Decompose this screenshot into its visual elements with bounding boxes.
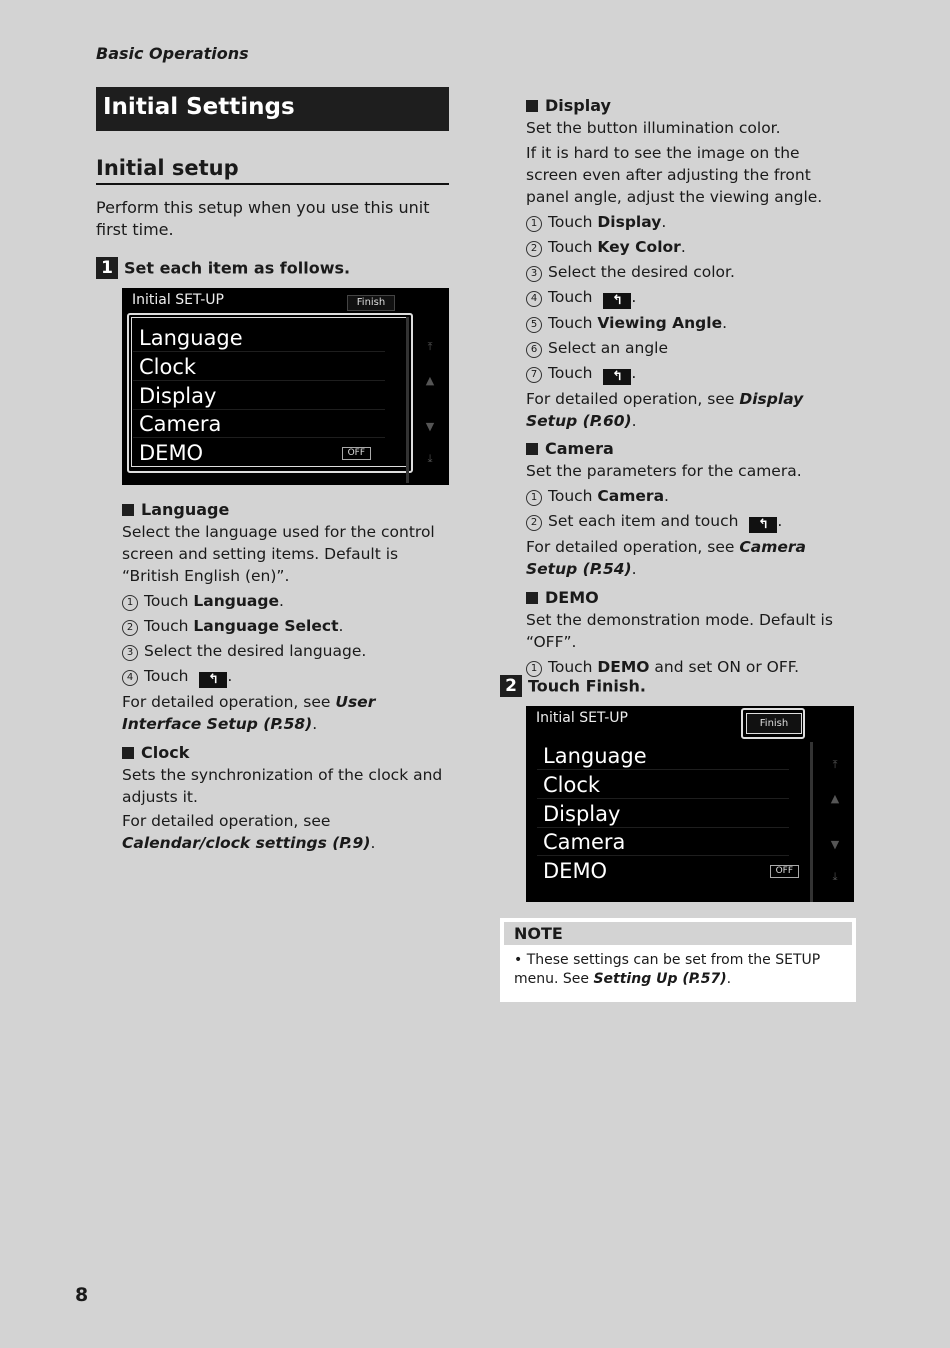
menu-item-camera[interactable]: Camera (133, 410, 385, 438)
scroll-top-icon[interactable]: ⤒ (832, 758, 838, 771)
menu-list (537, 742, 793, 887)
demo-heading: DEMO (526, 587, 856, 609)
back-icon: ↰ (603, 369, 631, 385)
menu-item-demo-label: DEMO (139, 441, 204, 465)
bullet-square-icon (526, 443, 538, 455)
screen-title: Initial SET-UP (536, 710, 628, 726)
display-desc-2: If it is hard to see the image on the screen even after adjusting the front panel angle, adjust the viewing angle. (526, 144, 823, 206)
subtitle: Initial setup (96, 156, 449, 185)
menu-item-demo-label: DEMO (543, 859, 608, 883)
language-heading: Language (122, 499, 444, 521)
back-icon: ↰ (199, 672, 227, 688)
clock-section (122, 742, 444, 854)
finish-button[interactable]: Finish (347, 295, 395, 311)
clock-desc: Sets the synchronization of the clock and adjusts it. (122, 766, 443, 806)
camera-ref: For detailed operation, see Camera Setup (P.54). (526, 538, 806, 578)
camera-desc: Set the parameters for the camera. (526, 462, 802, 480)
demo-section (526, 587, 856, 678)
scroll-bottom-icon[interactable]: ⤓ (832, 870, 838, 883)
demo-desc: Set the demonstration mode. Default is “OFF”. (526, 611, 833, 651)
display-section (526, 95, 842, 432)
scroll-down-icon[interactable]: ▼ (830, 838, 840, 851)
display-desc-1: Set the button illumination color. (526, 119, 781, 137)
bullet-square-icon (122, 747, 134, 759)
page-number: 8 (75, 1284, 89, 1306)
note-text: • These settings can be set from the SETUP menu. See Setting Up (P.57). (514, 952, 821, 987)
scroll-up-icon[interactable]: ▲ (425, 374, 435, 387)
display-step-3: 3 Select the desired color. (526, 261, 842, 283)
scrollbar[interactable] (810, 742, 813, 902)
clock-heading: Clock (122, 742, 444, 764)
note-title: NOTE (504, 922, 852, 945)
menu-item-clock[interactable]: Clock (537, 771, 789, 799)
bullet-square-icon (526, 592, 538, 604)
language-step-1: 1 Touch Language. (122, 590, 444, 612)
scroll-down-icon[interactable]: ▼ (425, 420, 435, 433)
setup-screen-1 (122, 288, 449, 485)
back-icon: ↰ (603, 293, 631, 309)
page-title: Initial Settings (96, 87, 449, 131)
menu-item-clock[interactable]: Clock (133, 353, 385, 381)
display-step-6: 6 Select an angle (526, 337, 842, 359)
display-step-2: 2 Touch Key Color. (526, 236, 842, 258)
menu-item-demo[interactable] (133, 439, 385, 467)
demo-step-1: 1 Touch DEMO and set ON or OFF. (526, 656, 856, 678)
camera-step-2: 2 Set each item and touch ↰ . (526, 510, 842, 533)
language-step-4: 4 Touch ↰ . (122, 665, 444, 688)
back-icon: ↰ (749, 517, 777, 533)
camera-heading: Camera (526, 438, 842, 460)
display-step-1: 1 Touch Display. (526, 211, 842, 233)
off-badge: OFF (770, 865, 799, 878)
scroll-top-icon[interactable]: ⤒ (427, 340, 433, 353)
intro-text: Perform this setup when you use this unit first time. (96, 198, 430, 239)
camera-section (526, 438, 842, 580)
menu-item-camera[interactable]: Camera (537, 828, 789, 856)
finish-button[interactable]: Finish (746, 713, 802, 734)
menu-item-language[interactable]: Language (537, 742, 789, 770)
display-step-7: 7 Touch ↰ . (526, 362, 842, 385)
section-header: Basic Operations (96, 44, 249, 63)
language-step-3: 3 Select the desired language. (122, 640, 444, 662)
language-step-2: 2 Touch Language Select. (122, 615, 444, 637)
clock-ref: For detailed operation, see Calendar/clock settings (P.9). (122, 812, 376, 852)
display-heading: Display (526, 95, 842, 117)
menu-item-language[interactable]: Language (133, 324, 385, 352)
step-text: Set each item as follows. (124, 258, 351, 278)
step-1 (96, 257, 350, 279)
scroll-up-icon[interactable]: ▲ (830, 792, 840, 805)
menu-item-display[interactable]: Display (133, 382, 385, 410)
language-ref: For detailed operation, see User Interface Setup (P.58). (122, 693, 376, 733)
display-ref: For detailed operation, see Display Setup (P.60). (526, 390, 804, 430)
note-box (500, 918, 856, 1002)
bullet-square-icon (122, 504, 134, 516)
menu-list (133, 324, 385, 469)
language-section (122, 499, 444, 735)
scroll-bottom-icon[interactable]: ⤓ (427, 452, 433, 465)
bullet-square-icon (526, 100, 538, 112)
menu-item-demo[interactable] (537, 857, 793, 885)
setup-screen-2 (526, 706, 854, 902)
step-number: 2 (500, 675, 522, 697)
step-number: 1 (96, 257, 118, 279)
off-badge: OFF (342, 447, 371, 460)
step-2 (500, 675, 646, 697)
screen-title: Initial SET-UP (132, 292, 224, 308)
menu-item-display[interactable]: Display (537, 800, 789, 828)
language-desc: Select the language used for the control screen and setting items. Default is “British English (en)”. (122, 523, 435, 585)
display-step-4: 4 Touch ↰ . (526, 286, 842, 309)
display-step-5: 5 Touch Viewing Angle. (526, 312, 842, 334)
camera-step-1: 1 Touch Camera. (526, 485, 842, 507)
scrollbar[interactable] (406, 317, 409, 483)
step-text: Touch Finish. (528, 676, 646, 696)
